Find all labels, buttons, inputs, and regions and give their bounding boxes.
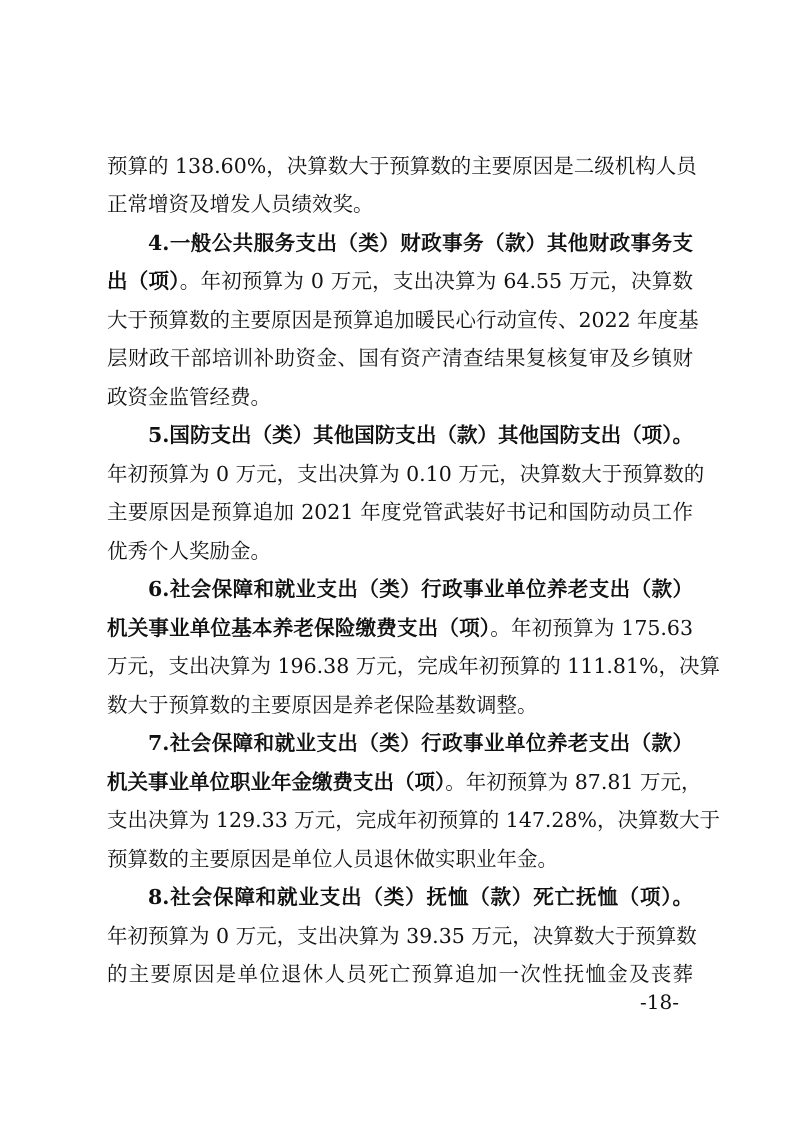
heading-text: 5.国防支出（类）其他国防支出（款）其他国防支出（项） <box>148 423 673 447</box>
text-line: 优秀个人奖励金。 <box>107 539 271 563</box>
text-line: 万元，支出决算为 196.38 万元，完成年初预算的 111.81%，决算 <box>107 654 720 678</box>
item-6-line <box>107 612 693 644</box>
text-line: 预算的 138.60%，决算数大于预算数的主要原因是二级机构人员 <box>107 154 697 178</box>
body-text: 。年初预算为 0 万元，支出决算为 64.55 万元，决算数 <box>179 269 694 293</box>
item-5-heading <box>148 419 693 451</box>
body-text: 。年初预算为 87.81 万元， <box>445 770 702 794</box>
text-line: 的主要原因是单位退休人员死亡预算追加一次性抚恤金及丧葬 <box>107 962 693 986</box>
text-line: 层财政干部培训补助资金、国有资产清查结果复核复审及乡镇财 <box>107 346 693 370</box>
item-6-heading <box>148 573 693 605</box>
text-line: 预算数的主要原因是单位人员退休做实职业年金。 <box>107 847 558 871</box>
text-line: 数大于预算数的主要原因是养老保险基数调整。 <box>107 693 538 717</box>
item-4-line <box>107 265 693 297</box>
heading-text: 8.社会保障和就业支出（类）抚恤（款）死亡抚恤（项） <box>148 885 673 909</box>
text-line: 支出决算为 129.33 万元，完成年初预算的 147.28%，决算数大于 <box>107 808 720 832</box>
body-text: 。 <box>672 423 693 447</box>
item-4-heading <box>148 227 693 259</box>
text-line: 大于预算数的主要原因是预算追加暖民心行动宣传、2022 年度基 <box>107 308 699 332</box>
heading-text: 出（项） <box>107 269 180 293</box>
heading-text: 7.社会保障和就业支出（类）行政事业单位养老支出（款） <box>148 731 693 755</box>
page-number: -18- <box>640 990 679 1014</box>
heading-text: 4.一般公共服务支出（类）财政事务（款）其他财政事务支 <box>148 231 693 255</box>
text-line: 年初预算为 0 万元，支出决算为 39.35 万元，决算数大于预算数 <box>107 924 697 948</box>
item-8-heading <box>148 881 693 913</box>
text-line: 正常增资及增发人员绩效奖。 <box>107 192 374 216</box>
text-line: 主要原因是预算追加 2021 年度党管武装好书记和国防动员工作 <box>107 500 693 524</box>
body-text: 。 <box>672 885 693 909</box>
heading-text: 机关事业单位职业年金缴费支出（项） <box>107 770 446 794</box>
item-7-line <box>107 766 702 798</box>
body-text: 。年初预算为 175.63 <box>490 616 694 640</box>
heading-text: 机关事业单位基本养老保险缴费支出（项） <box>107 616 491 640</box>
item-7-heading <box>148 727 693 759</box>
text-line: 政资金监管经费。 <box>107 385 271 409</box>
text-line: 年初预算为 0 万元，支出决算为 0.10 万元，决算数大于预算数的 <box>107 462 705 486</box>
heading-text: 6.社会保障和就业支出（类）行政事业单位养老支出（款） <box>148 577 693 601</box>
